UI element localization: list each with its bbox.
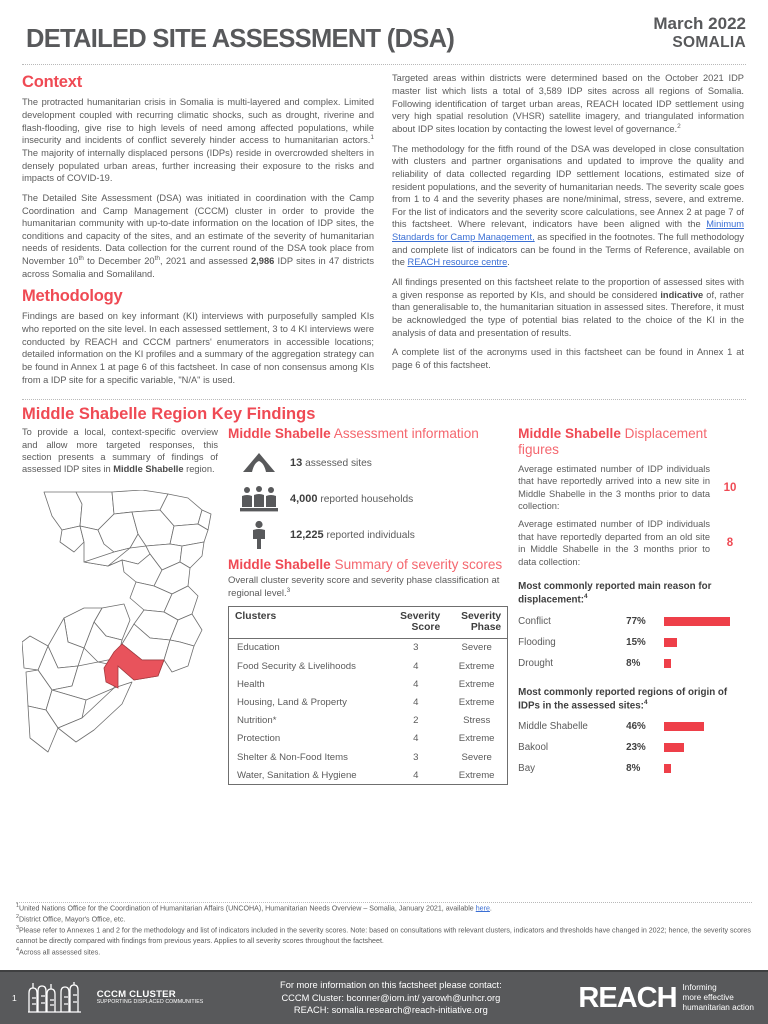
displacement-region-bold: Middle Shabelle <box>518 426 621 442</box>
method-detail-a: The methodology for the fitfh round of the DSA was developed in close consultation with clusters and partner organisations and updated to improve the quality and reliability of data collected regarding IDP settlement locations, estimated size of resident populations, and the severity of humanitarian needs. The severity scale goes from 1 to 4 and the severity phases are none/minimal, stress, severe, and extreme. For the list of indicators and the severity score calculations, see Annex 2 at page 7 of this factsheet. Where relevant, indicators have been aligned with the <box>392 143 744 230</box>
cluster-phase: Extreme <box>458 733 495 745</box>
somalia-map-svg <box>22 490 218 758</box>
footnote-3 <box>16 925 752 946</box>
severity-col-clusters: Clusters <box>229 606 386 638</box>
bar-value-label: 8% <box>626 657 641 669</box>
context-p2a-text: The Detailed Site Assessment (DSA) was initiated in coordination with the Camp Coordination and Camp Management (CCCM) cluster in order to provide the humanitarian community with up-to-date information on the location of IDP sites, the conditions and capacity of the sites, and an estimate of the severity of humanitarian needs of residents. Data collection for the current round of the DSA took place from November 10 <box>22 192 374 267</box>
cluster-score: 4 <box>413 769 419 781</box>
bar-row <box>518 653 750 674</box>
bar-category: Conflict <box>518 615 551 627</box>
cluster-phase: Extreme <box>458 769 495 781</box>
displacement-departed-value: 8 <box>726 537 734 550</box>
key-findings-section <box>0 426 768 785</box>
cluster-score: 4 <box>413 660 419 672</box>
reach-resource-centre-link[interactable]: REACH resource centre <box>407 257 508 268</box>
displacement-departed-row <box>518 518 750 567</box>
reach-tagline-1: Informing <box>682 982 717 992</box>
stat-row-individuals <box>228 517 508 553</box>
cluster-phase: Extreme <box>458 697 495 709</box>
cccm-subtitle: SUPPORTING DISPLACED COMMUNITIES <box>96 999 204 1006</box>
assessment-stats-list <box>228 445 508 553</box>
minimum-standards-link[interactable]: Minimum Standards for Camp Management, <box>392 219 744 243</box>
bar-category: Bay <box>518 763 536 775</box>
stat-individuals-label: reported individuals <box>323 529 415 541</box>
context-p2c-text: , 2021 and assessed <box>160 256 252 267</box>
chart-origin-regions <box>518 716 750 779</box>
table-row <box>229 712 508 730</box>
cccm-logo <box>25 981 204 1015</box>
bar-fill <box>664 722 703 731</box>
bar-row <box>518 611 750 632</box>
sites-assessed-count: 2,986 <box>251 256 275 267</box>
bar-fill <box>664 764 671 773</box>
footnotes-block <box>0 903 768 958</box>
cccm-text-block <box>97 990 204 1006</box>
method-detail-b: as specified in the footnotes. The full methodology and complete list of indicators can be found in the Terms of Reference, available on the <box>392 232 744 268</box>
stat-row-sites <box>228 445 508 481</box>
findings-right-column <box>518 426 750 785</box>
stat-households-value: 4,000 <box>290 492 318 505</box>
reach-wordmark: REACH <box>578 981 677 1014</box>
cluster-name: Health <box>237 678 265 690</box>
bar-value-label: 77% <box>626 615 646 627</box>
severity-region-bold: Middle Shabelle <box>228 556 331 572</box>
footnote-ref-4b: 4 <box>643 698 648 706</box>
chart-displacement-reason <box>518 611 750 674</box>
acronyms-paragraph: A complete list of the acronyms used in this factsheet can be found in Annex 1 at page 6 of this factsheet. <box>392 347 744 370</box>
stat-individuals-value: 12,225 <box>290 528 324 541</box>
cluster-phase: Extreme <box>458 678 495 690</box>
bar-category: Middle Shabelle <box>518 721 588 733</box>
bar-track <box>664 716 750 737</box>
displacement-arrived-row <box>518 463 750 512</box>
targeting-paragraph <box>392 72 744 135</box>
table-row <box>229 693 508 711</box>
findings-intro-a: To provide a local, context-specific overview and allow more targeted responses, this section presents a summary of findings of assessed IDP sites in <box>22 427 218 475</box>
bar-row <box>518 632 750 653</box>
contact-line-2[interactable]: CCCM Cluster: bconner@iom.int/ yarowh@unhcr.org <box>281 992 501 1003</box>
severity-table-header-row <box>229 606 508 638</box>
stat-sites-value: 13 <box>290 456 303 469</box>
footnote-ref-3: 3 <box>286 587 291 595</box>
indicative-emphasis: indicative <box>660 289 704 300</box>
severity-note-text: Overall cluster severity score and severity phase classification at regional level. <box>228 575 500 600</box>
bar-row <box>518 758 750 779</box>
cccm-title: CCCM CLUSTER <box>96 988 176 1000</box>
context-p2b-text: to December 20 <box>83 256 155 267</box>
context-heading: Context <box>22 73 83 92</box>
intro-left-column <box>22 70 374 393</box>
indicative-paragraph <box>392 276 744 339</box>
stat-sites-label: assessed sites <box>302 457 372 469</box>
assessment-region-bold: Middle Shabelle <box>228 426 331 442</box>
stat-households-label: reported households <box>317 493 414 505</box>
bar-track <box>664 737 750 758</box>
bar-fill <box>664 617 730 626</box>
bar-value-label: 46% <box>626 721 646 733</box>
context-p2d-text: IDP sites in 47 districts across Somalia and Somaliland. <box>22 256 374 279</box>
stat-row-households <box>228 481 508 517</box>
cluster-score: 4 <box>413 733 419 745</box>
person-icon-svg <box>249 520 269 550</box>
publication-date: March 2022 <box>653 14 746 33</box>
severity-col-score-line2: Score <box>411 621 441 633</box>
region-map <box>22 490 218 763</box>
cluster-score: 3 <box>413 751 419 763</box>
footnote-here-link[interactable]: here <box>475 904 490 913</box>
severity-heading <box>228 557 508 572</box>
header-meta <box>653 14 746 52</box>
bar-value-label: 8% <box>626 763 641 775</box>
method-detail-c: . <box>507 257 510 268</box>
cluster-score: 4 <box>413 678 419 690</box>
severity-col-score <box>385 606 446 638</box>
bar-fill <box>664 638 677 647</box>
chart-title-displacement-reason <box>518 581 750 607</box>
severity-col-phase-line2: Phase <box>470 621 502 633</box>
footnote-number: 3 <box>16 925 19 932</box>
methodology-paragraph: Findings are based on key informant (KI) interviews with purposefully sampled KIs who reported on the site level. In each assessed settlement, 3 to 4 KI interviews were conducted by REACH and CCCM partners' enumerators in accessible locations; detailed information on the KI profiles and a summary of the aggregation strategy can be found in Annex 1 at page 6 of this factsheet. In case of non consensus among KIs from a IDP site for a specific variable, "N/A" is used. <box>22 311 374 385</box>
severity-col-phase <box>446 606 507 638</box>
footnote-ref-4a: 4 <box>584 593 588 601</box>
findings-intro-b: region. <box>183 464 215 475</box>
bar-track <box>664 653 750 674</box>
reach-tagline <box>683 983 754 1014</box>
table-row <box>229 657 508 675</box>
bar-track <box>664 758 750 779</box>
bar-category: Bakool <box>518 742 549 754</box>
severity-col-phase-line1: Severity <box>461 610 502 622</box>
cluster-score: 2 <box>413 715 419 727</box>
footnote-text: Please refer to Annexes 1 and 2 for the methodology and list of indicators included in the severity scores. Note: based on consultations with relevant clusters, indicators and thresholds have changed in 2022; hence, the severity scores cannot be directly compared with findings from previous years. Applies to all severity scores throughout the factsheet. <box>16 926 751 945</box>
contact-line-1: For more information on this factsheet please contact: <box>280 980 502 991</box>
findings-middle-column <box>228 426 508 785</box>
reach-logo <box>578 982 768 1015</box>
findings-intro-paragraph <box>22 426 218 475</box>
cluster-name: Water, Sanitation & Hygiene <box>237 769 357 781</box>
footnote-number: 1 <box>16 903 19 909</box>
chart-title-origin-regions <box>518 687 750 713</box>
bar-row <box>518 737 750 758</box>
bar-fill <box>664 659 671 668</box>
footnote-2 <box>16 914 752 925</box>
cluster-phase: Severe <box>461 751 492 763</box>
bar-category: Drought <box>518 657 554 669</box>
footnote-1 <box>16 903 752 914</box>
country-label: SOMALIA <box>672 34 746 52</box>
severity-table-body <box>229 638 508 785</box>
ordinal-th-1: th <box>78 255 84 263</box>
key-findings-heading: Middle Shabelle Region Key Findings <box>22 405 316 424</box>
bar-value-label: 15% <box>626 636 646 648</box>
page-header <box>0 0 768 58</box>
bar-category: Flooding <box>518 636 556 648</box>
severity-head-rest: Summary of severity scores <box>330 556 503 572</box>
bar-row <box>518 716 750 737</box>
households-icon <box>228 485 290 513</box>
footnote-4 <box>16 947 752 958</box>
table-row <box>229 730 508 748</box>
bar-track <box>664 632 750 653</box>
context-paragraph-1 <box>22 96 374 185</box>
cluster-name: Nutrition* <box>237 715 277 727</box>
footnote-ref-1: 1 <box>370 134 374 142</box>
stat-households-text <box>290 493 413 505</box>
cluster-name: Shelter & Non-Food Items <box>237 751 348 763</box>
page-footer <box>0 970 768 1024</box>
methodology-heading: Methodology <box>22 287 123 306</box>
severity-col-score-line1: Severity <box>400 610 441 622</box>
targeting-text: Targeted areas within districts were determined based on the October 2021 IDP master list which lists a total of 3,589 IDP sites across all regions of Somalia. Following identification of target urban areas, REACH located IDP settlement using very high spatial resolution (VHSR) satellite imagery, and triangulated information about IDP sites location by contacting the lowest level of governance. <box>392 73 744 134</box>
tent-icon-svg <box>242 452 276 474</box>
displacement-arrived-value: 10 <box>723 481 737 494</box>
page-title: DETAILED SITE ASSESSMENT (DSA) <box>26 24 455 53</box>
bar-value-label: 23% <box>626 742 646 754</box>
cluster-name: Housing, Land & Property <box>237 697 347 709</box>
footnote-text: United Nations Office for the Coordination of Humanitarian Affairs (UNCOHA), Humanitarian Needs Overview – Somalia, January 2021, available <box>19 904 476 913</box>
displacement-head-rest: Displacement figures <box>518 426 708 457</box>
intro-section <box>0 65 768 393</box>
severity-note <box>228 575 508 601</box>
footnote-number: 4 <box>16 946 19 953</box>
footnote-text: Across all assessed sites. <box>19 948 101 957</box>
intro-right-column <box>392 70 744 393</box>
context-paragraph-2 <box>22 192 374 281</box>
table-row <box>229 675 508 693</box>
chart1-title-text: Most commonly reported main reason for displacement: <box>518 580 712 606</box>
table-row <box>229 638 508 657</box>
ordinal-th-2: th <box>154 255 161 263</box>
context-p1b-text: The majority of internally displaced persons (IDPs) reside in overcrowded shelters in densely populated urban areas, further increasing their exposure to the risks and impacts of COVID-19. <box>22 147 374 184</box>
severity-table <box>228 606 508 786</box>
displacement-departed-text: Average estimated number of IDP individuals that have reportedly departed from an old site in Middle Shabelle in the 3 months prior to data collection: <box>518 519 710 567</box>
table-row <box>229 766 508 785</box>
assessment-info-heading <box>228 426 508 441</box>
cluster-score: 3 <box>413 642 419 654</box>
households-icon-svg <box>239 485 279 513</box>
cluster-phase: Stress <box>463 715 491 727</box>
findings-region-name: Middle Shabelle <box>113 464 184 475</box>
footnote-text: District Office, Mayor's Office, etc. <box>19 915 126 924</box>
footnote-number: 2 <box>16 914 19 921</box>
findings-left-column <box>22 426 218 785</box>
bar-fill <box>664 743 684 752</box>
indicative-b: of, rather than generalisable to, the humanitarian situation in assessed sites. Therefore, it must be acknowledged the type of potential bias related to the choice of the KI in the analysis of data and presentation of results. <box>392 289 744 338</box>
assessment-head-rest: Assessment information <box>330 426 479 442</box>
cluster-phase: Severe <box>461 642 492 654</box>
cluster-phase: Extreme <box>458 660 495 672</box>
cluster-name: Protection <box>237 733 281 745</box>
cluster-name: Food Security & Livelihoods <box>237 660 356 672</box>
contact-line-3[interactable]: REACH: somalia.research@reach-initiative.org <box>293 1005 488 1016</box>
stat-individuals-text <box>290 529 415 541</box>
stat-sites-text <box>290 457 372 469</box>
chart2-title-text: Most commonly reported regions of origin of IDPs in the assessed sites: <box>518 686 728 712</box>
contact-block <box>203 979 578 1017</box>
cccm-people-icon <box>25 981 91 1015</box>
context-p1-text: The protracted humanitarian crisis in Somalia is multi-layered and complex. Limited development coupled with recurring climatic shocks, such as drought, riverine and flash-flooding, give rise to high levels of need among affected populations, while insecurity and incidents of conflict severely hinder access to humanitarian actors. <box>22 97 374 146</box>
page-number: 1 <box>12 993 17 1003</box>
cluster-score: 4 <box>413 697 419 709</box>
footnote-text-end: . <box>489 904 492 913</box>
displacement-heading <box>518 426 750 457</box>
tent-icon <box>228 452 290 474</box>
footnote-ref-2: 2 <box>677 122 681 130</box>
methodology-detail-paragraph <box>392 143 744 269</box>
cluster-name: Education <box>237 642 280 654</box>
reach-tagline-2: more effective <box>682 992 734 1002</box>
reach-tagline-3: humanitarian action <box>682 1003 754 1013</box>
bar-track <box>664 611 750 632</box>
displacement-arrived-text: Average estimated number of IDP individuals that have reportedly arrived into a new site in Middle Shabelle in the 3 months prior to data collection: <box>518 464 710 512</box>
table-row <box>229 748 508 766</box>
indicative-a: All findings presented on this factsheet relate to the proportion of assessed sites with a given response as reported by KIs, and should be considered <box>392 277 744 300</box>
person-icon <box>228 520 290 550</box>
